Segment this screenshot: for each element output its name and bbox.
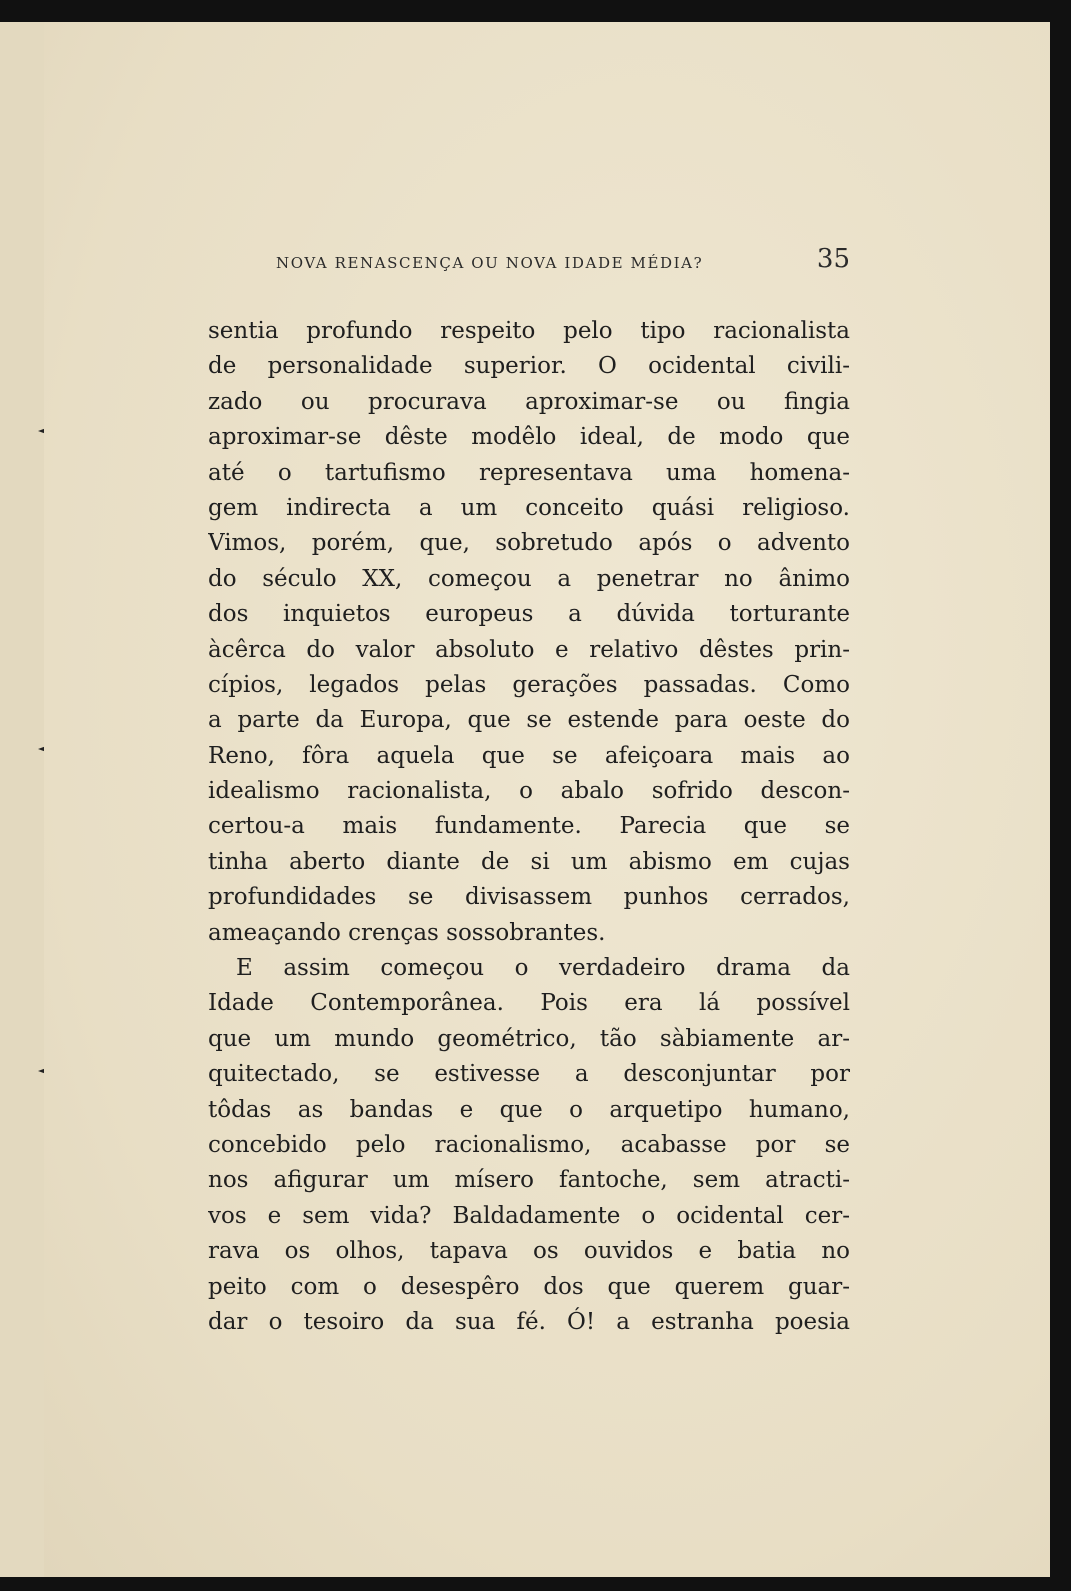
running-title: NOVA RENASCENÇA OU NOVA IDADE MÉDIA?: [276, 254, 704, 272]
text-line: nos afigurar um mísero fantoche, sem atracti-: [208, 1167, 850, 1194]
text-line: zado ou procurava aproximar-se ou fingia: [208, 388, 850, 415]
text-line: profundidades se divisassem punhos cerrados,: [208, 884, 850, 911]
page-header: [276, 244, 850, 278]
text-line: sentia profundo respeito pelo tipo racionalista: [208, 318, 850, 344]
text-line: gem indirecta a um conceito quási religioso.: [208, 494, 850, 521]
text-line: rava os olhos, tapava os ouvidos e batia no: [208, 1238, 850, 1265]
text-line: àcêrca do valor absoluto e relativo dêstes prin-: [208, 636, 850, 663]
text-line: até o tartufismo representava uma homena-: [208, 459, 850, 486]
text-line: tinha aberto diante de si um abismo em cujas: [208, 848, 850, 875]
body-text: [208, 314, 850, 1340]
text-line: que um mundo geométrico, tão sàbiamente ar-: [208, 1025, 850, 1052]
text-line: dar o tesoiro da sua fé. Ó! a estranha poesia: [208, 1308, 850, 1335]
text-line: ameaçando crenças sossobrantes.: [208, 919, 606, 946]
text-line: Idade Contemporânea. Pois era lá possível: [208, 990, 850, 1017]
text-line: quitectado, se estivesse a desconjuntar por: [208, 1061, 850, 1088]
text-line: tôdas as bandas e que o arquetipo humano,: [208, 1096, 850, 1123]
text-line: E assim começou o verdadeiro drama da: [236, 955, 850, 982]
text-line: a parte da Europa, que se estende para oeste do: [208, 707, 850, 734]
text-line: cípios, legados pelas gerações passadas. Como: [208, 671, 850, 698]
text-line: idealismo racionalista, o abalo sofrido descon-: [208, 778, 850, 805]
text-line: dos inquietos europeus a dúvida torturante: [208, 601, 850, 628]
text-line: peito com o desespêro dos que querem guar-: [208, 1273, 850, 1300]
text-line: concebido pelo racionalismo, acabasse por se: [208, 1131, 850, 1158]
page-number: 35: [816, 244, 850, 274]
text-line: vos e sem vida? Baldadamente o ocidental cer-: [208, 1202, 850, 1229]
text-line: Vimos, porém, que, sobretudo após o advento: [208, 530, 850, 557]
text-line: de personalidade superior. O ocidental civili-: [208, 353, 850, 380]
binding-edge: [0, 22, 46, 1577]
text-line: aproximar-se dêste modêlo ideal, de modo que: [208, 424, 850, 451]
text-line: certou-a mais fundamente. Parecia que se: [208, 813, 850, 840]
text-line: Reno, fôra aquela que se afeiçoara mais ao: [208, 742, 850, 769]
text-line: do século XX, começou a penetrar no ânimo: [208, 565, 850, 592]
